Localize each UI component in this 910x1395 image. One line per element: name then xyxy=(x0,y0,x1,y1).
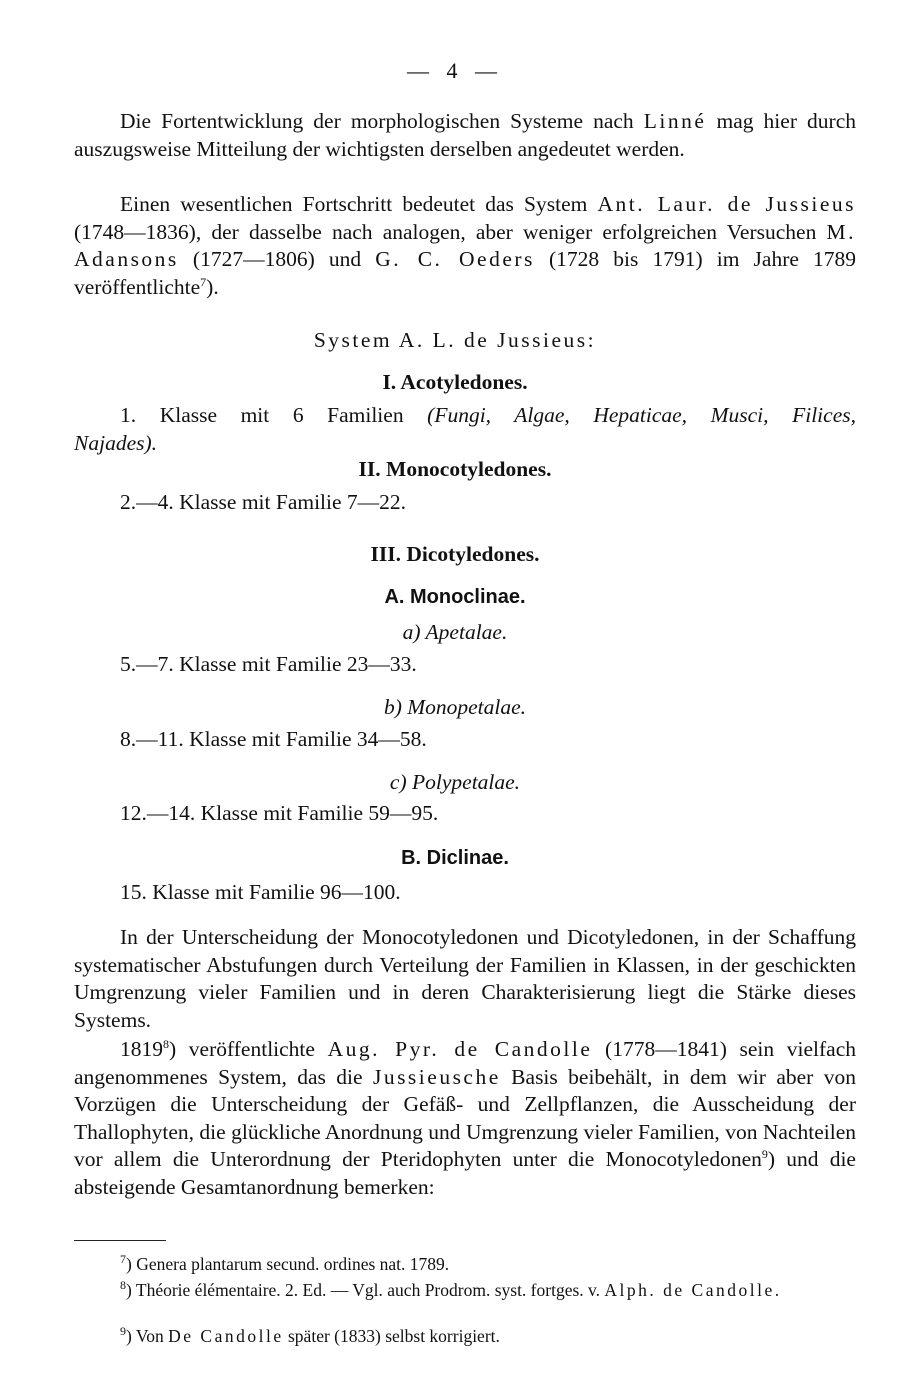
paragraph-candolle xyxy=(74,1036,856,1201)
text-run: ) veröffentlichte xyxy=(169,1037,328,1061)
text-run: (1778—1841) sein vielfach angenommenes System, das die xyxy=(74,1037,856,1089)
subheading-diclinae: B. Diclinae. xyxy=(401,847,509,869)
text-run: ) und die absteigende Gesamtanordnung bemerken: xyxy=(74,1147,856,1199)
author-name: Ant. Laur. de Jussieus xyxy=(597,192,856,216)
author-name: M. Adansons xyxy=(74,219,856,271)
footnote-mark: 7 xyxy=(120,1252,126,1267)
family-list: (Fungi, Algae, Hepaticae, Musci, Filices, xyxy=(427,403,856,427)
text-run: (1728 bis 1791) im Jahre 1789 veröffentlichte xyxy=(74,247,857,299)
footnote-7 xyxy=(74,1253,856,1275)
paragraph-jussieu xyxy=(74,191,856,301)
paragraph-assessment: In der Unterscheidung der Monocotyledonen und Dicotyledonen, in der Schaffung systematischer Abstufungen durch Verteilung der Familien in Klassen, in der geschickten Umgrenzung vieler Familien und in deren Charakterisierung liegt die Stärke dieses Systems. xyxy=(74,925,856,1032)
label-polypetalae: c) Polypetalae. xyxy=(389,770,521,794)
footnote-mark: 9 xyxy=(120,1324,126,1339)
label-apetalae: a) Apetalae. xyxy=(402,620,508,644)
text-run: mag hier durch auszugsweise Mitteilung der wichtigsten derselben angedeutet werden. xyxy=(74,109,856,161)
text-run: (1727—1806) und xyxy=(178,247,376,271)
page-number: — 4 — xyxy=(407,58,503,83)
text-run: Basis beibehält, in dem wir aber von Vorzügen die Unterscheidung der Gefäß- und Zellpflanzen, die Ausscheidung der Thallophyten, die glückliche Anordnung und Umgrenzung vieler Familien, von Nachteilen vor allem die Unterordnung der Pteridophyten unter die Monocotyledonen xyxy=(74,1064,856,1171)
text-run: 1819 xyxy=(120,1037,163,1061)
author-name: Jussieusche xyxy=(372,1064,501,1089)
section-heading-monocotyledones: II. Monocotyledones. xyxy=(358,457,552,481)
author-name: Alph. de Candolle xyxy=(604,1280,775,1300)
author-name: De Candolle xyxy=(168,1326,284,1346)
footnote-text: ) Von xyxy=(126,1326,169,1346)
author-name: Linné xyxy=(643,109,707,133)
footnote-text: . xyxy=(774,1280,780,1300)
text-run: ). xyxy=(206,274,219,299)
footnote-text: später (1833) selbst korrigiert. xyxy=(283,1326,500,1346)
class-line-apetalae: 5.—7. Klasse mit Familie 23—33. xyxy=(120,652,417,676)
footnote-text: ) Théorie élémentaire. 2. Ed. — Vgl. auch Prodrom. syst. fortges. v. xyxy=(126,1280,605,1300)
section-heading-acotyledones: I. Acotyledones. xyxy=(382,370,528,394)
author-name: G. C. Oeders xyxy=(375,247,535,271)
text-run: Die Fortentwicklung der morphologischen Systeme nach xyxy=(120,109,644,133)
text-run: 1. Klasse mit 6 Familien xyxy=(120,403,428,427)
section-heading-dicotyledones: III. Dicotyledones. xyxy=(370,542,540,566)
family-list-cont: Najades). xyxy=(74,431,158,455)
class-line-diclinae: 15. Klasse mit Familie 96—100. xyxy=(120,880,401,904)
text-run: Einen wesentlichen Fortschritt bedeutet das System xyxy=(120,192,598,216)
paragraph-intro xyxy=(74,108,856,163)
footnote-9 xyxy=(74,1325,856,1347)
author-name: Aug. Pyr. de Candolle xyxy=(327,1037,593,1061)
footnote-ref: 7 xyxy=(200,274,207,289)
footnote-divider xyxy=(74,1240,166,1241)
subheading-monoclinae: A. Monoclinae. xyxy=(384,586,526,608)
footnote-mark: 8 xyxy=(120,1278,126,1293)
footnote-ref: 9 xyxy=(761,1146,768,1161)
footnote-ref: 8 xyxy=(163,1036,169,1051)
class-line-2: 2.—4. Klasse mit Familie 7—22. xyxy=(120,490,407,514)
system-title: System A. L. de Jussieus: xyxy=(313,328,597,352)
class-line-monopetalae: 8.—11. Klasse mit Familie 34—58. xyxy=(120,727,427,751)
footnote-8 xyxy=(74,1279,856,1301)
text-run: (1748—1836), der dasselbe nach analogen, aber weniger erfolgreichen Versuchen xyxy=(74,219,827,244)
class-line-polypetalae: 12.—14. Klasse mit Familie 59—95. xyxy=(120,801,439,825)
class-line-1 xyxy=(120,403,856,428)
label-monopetalae: b) Monopetalae. xyxy=(383,695,527,719)
footnote-text: ) Genera plantarum secund. ordines nat. 1789. xyxy=(126,1254,450,1274)
